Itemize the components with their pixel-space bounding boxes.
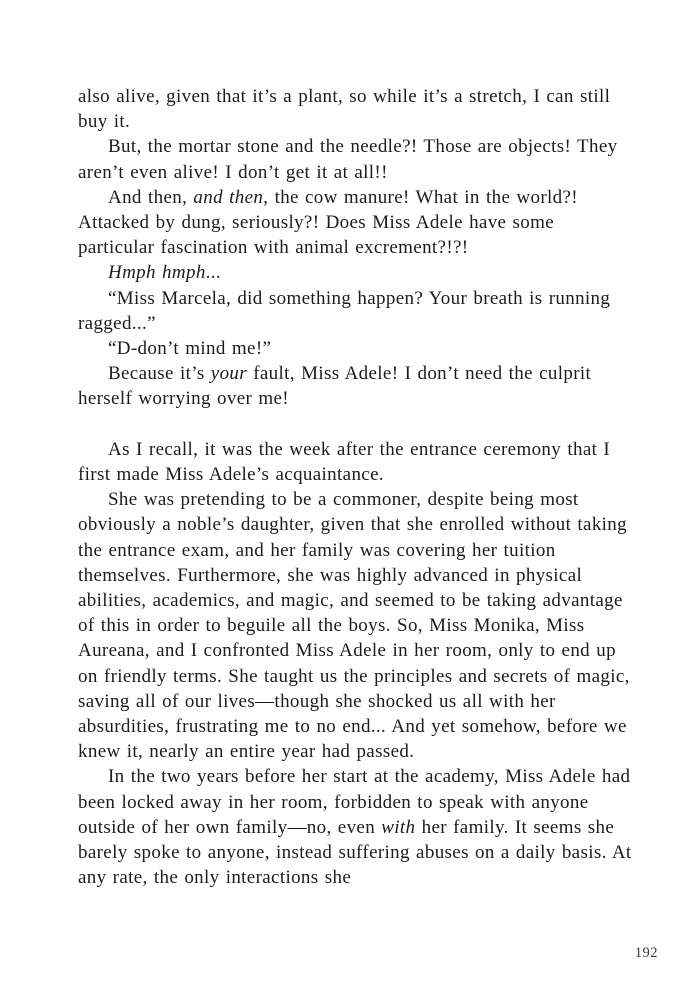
text-segment: And then,: [108, 186, 194, 208]
paragraph: [78, 336, 636, 361]
paragraph: [78, 260, 636, 285]
paragraph: [78, 437, 636, 487]
italic-text-segment: with: [381, 816, 416, 838]
paragraph: [78, 361, 636, 411]
text-segment: Because it’s: [108, 363, 211, 385]
text-segment: her family. It seems she barely spoke to anyone, instead suffering abuses on a daily basis. At any rate, the only interactions she: [78, 816, 632, 889]
italic-text-segment: Hmph hmph: [108, 262, 206, 284]
text-segment: ...: [205, 262, 221, 284]
paragraph: [78, 286, 636, 336]
page-number: 192: [634, 945, 658, 961]
text-block: [78, 84, 636, 890]
paragraph: [78, 487, 636, 764]
text-segment: , the cow manure! What in the world?! Attacked by dung, seriously?! Does Miss Adele have some particular fascination with animal excrement?!?!: [78, 186, 578, 259]
text-segment: But, the mortar stone and the needle?! Those are objects! They aren’t even alive! I don’t get it at all!!: [78, 136, 618, 183]
text-segment: also alive, given that it’s a plant, so while it’s a stretch, I can still buy it.: [78, 86, 611, 133]
paragraph: [78, 764, 636, 890]
paragraph: [78, 185, 636, 261]
paragraph: [78, 84, 636, 134]
text-segment: In the two years before her start at the academy, Miss Adele had been locked away in her room, forbidden to speak with anyone outside of her own family—no, even: [78, 766, 631, 838]
italic-text-segment: and then: [193, 186, 264, 208]
italic-text-segment: your: [210, 363, 248, 385]
paragraph: [78, 134, 636, 184]
text-segment: She was pretending to be a commoner, despite being most obviously a noble’s daughter, given that she enrolled without taking the entrance exam, and her family was covering her tuition themselves. Furthermore, she was highly advanced in physical abilities, academics, and magic, and seemed to be taking advantage of this in order to beguile all the boys. So, Miss Monika, Miss Aureana, and I confronted Miss Adele in her room, only to end up on friendly terms. She taught us the principles and secrets of magic, saving all of our lives—though she shocked us all with her absurdities, frustrating me to no end... And yet somehow, before we knew it, nearly an entire year had passed.: [78, 489, 630, 763]
text-segment: “D-don’t mind me!”: [108, 338, 272, 360]
text-segment: “Miss Marcela, did something happen? Your breath is running ragged...”: [78, 287, 611, 334]
text-segment: As I recall, it was the week after the entrance ceremony that I first made Miss Adele’s acquaintance.: [78, 438, 611, 486]
text-segment: fault, Miss Adele! I don’t need the culprit herself worrying over me!: [78, 363, 592, 410]
